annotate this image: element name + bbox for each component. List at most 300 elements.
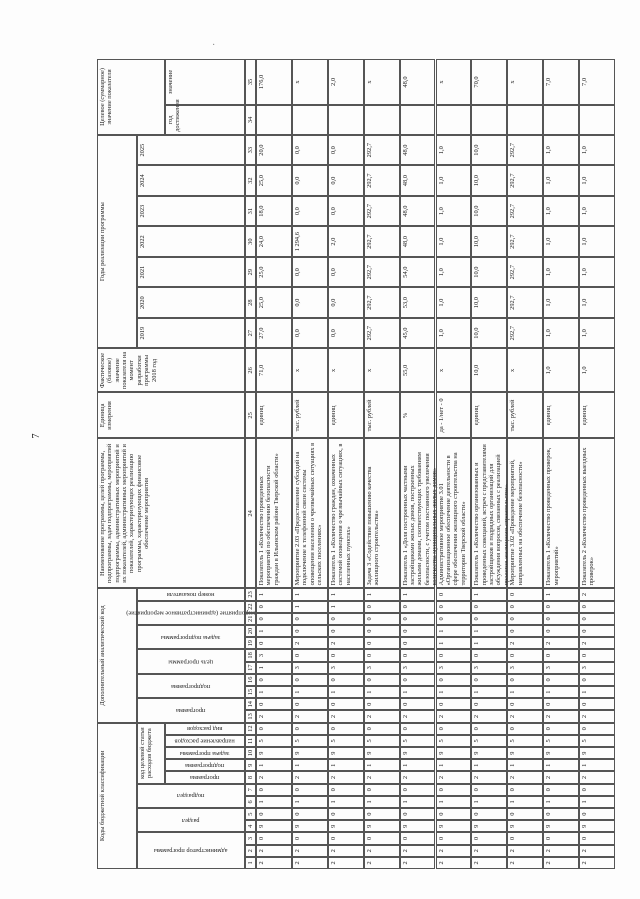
code-cell: 2: [579, 845, 615, 857]
code-cell: 1: [328, 686, 364, 698]
column-number: 30: [245, 226, 256, 257]
code-cell: 1: [543, 796, 579, 808]
column-number: 1: [245, 857, 256, 869]
code-cell: 1: [507, 796, 543, 808]
column-number: 11: [245, 735, 256, 747]
row-target-year: [436, 105, 472, 135]
code-cell: 0: [579, 832, 615, 844]
program-table: [97, 59, 615, 869]
code-cell: 1: [471, 796, 507, 808]
code-cell: 1: [256, 759, 292, 771]
row-unit: единиц: [471, 392, 507, 438]
row-unit: тыс. рублей: [507, 392, 543, 438]
row-year-value: 1,0: [543, 287, 579, 318]
header-budget-codes: Коды бюджетной классификации: [97, 723, 137, 869]
code-cell: 0: [543, 625, 579, 637]
column-number: 19: [245, 637, 256, 649]
header-target-value: значение: [165, 59, 245, 105]
row-year-value: 292,7: [507, 287, 543, 318]
row-base-value: 1,0: [579, 348, 615, 392]
code-cell: 0: [436, 601, 472, 613]
code-cell: 0: [256, 832, 292, 844]
code-cell: 0: [436, 588, 472, 600]
code-cell: 3: [292, 662, 328, 674]
code-cell: 2: [436, 845, 472, 857]
code-cell: 0: [256, 674, 292, 686]
code-cell: 0: [507, 601, 543, 613]
code-cell: 1: [436, 759, 472, 771]
code-cell: 1: [471, 588, 507, 600]
code-cell: 2: [579, 588, 615, 600]
code-cell: 2: [328, 637, 364, 649]
code-cell: 0: [436, 649, 472, 661]
row-year-value: 292,7: [364, 287, 400, 318]
code-cell: 9: [328, 747, 364, 759]
code-cell: 2: [400, 710, 436, 722]
code-cell: 0: [436, 613, 472, 625]
header-program: программа: [165, 771, 245, 783]
code-cell: 9: [579, 820, 615, 832]
code-cell: 0: [543, 601, 579, 613]
code-cell: 0: [436, 698, 472, 710]
code-cell: 2: [471, 857, 507, 869]
row-year-value: 45,0: [400, 318, 436, 349]
code-cell: 2: [256, 771, 292, 783]
row-year-value: 1,0: [579, 257, 615, 288]
row-base-value: х: [328, 348, 364, 392]
header-program-task: задача программы: [165, 747, 245, 759]
row-year-value: 10,0: [471, 226, 507, 257]
row-year-value: 48,0: [400, 135, 436, 166]
row-unit: тыс. рублей: [292, 392, 328, 438]
code-cell: 0: [400, 698, 436, 710]
code-cell: 2: [543, 845, 579, 857]
column-number: 5: [245, 808, 256, 820]
code-cell: 9: [436, 820, 472, 832]
header-year: 2019: [137, 318, 245, 349]
code-cell: 3: [436, 662, 472, 674]
code-cell: 0: [328, 832, 364, 844]
code-cell: 0: [256, 613, 292, 625]
row-target-year: [579, 105, 615, 135]
row-name: Показатель 1 «Количество организованных и проведенных совещаний, встреч с представителями застройщиков и подрядных организаций для обсуждения вопросов, связанных с реализацией проектов жилищного строительства»: [471, 438, 507, 588]
column-number: 33: [245, 135, 256, 166]
code-cell: 9: [400, 747, 436, 759]
code-cell: 0: [471, 613, 507, 625]
column-number: 4: [245, 820, 256, 832]
code-cell: 0: [364, 613, 400, 625]
code-cell: 0: [471, 649, 507, 661]
code-cell: 0: [364, 649, 400, 661]
code-cell: 0: [292, 698, 328, 710]
row-base-value: х: [364, 348, 400, 392]
row-target-year: [543, 105, 579, 135]
code-cell: 2: [436, 857, 472, 869]
code-cell: 0: [436, 808, 472, 820]
code-cell: 2: [579, 857, 615, 869]
row-year-value: 48,0: [400, 226, 436, 257]
code-cell: 5: [543, 735, 579, 747]
row-target-value: 70,0: [471, 59, 507, 105]
code-cell: 1: [328, 588, 364, 600]
code-cell: 0: [507, 588, 543, 600]
row-target-value: х: [507, 59, 543, 105]
code-cell: 0: [292, 649, 328, 661]
code-cell: 2: [400, 845, 436, 857]
row-target-value: х: [364, 59, 400, 105]
code-cell: 2: [471, 845, 507, 857]
header-year: 2021: [137, 257, 245, 288]
row-base-value: 1,0: [543, 348, 579, 392]
code-cell: 2: [543, 637, 579, 649]
row-year-value: 10,0: [471, 165, 507, 196]
column-number: 22: [245, 601, 256, 613]
row-name: Показатель 1 «Количество проведенных проверок, мероприятий»: [543, 438, 579, 588]
code-cell: 0: [507, 784, 543, 796]
code-cell: 0: [364, 625, 400, 637]
code-cell: 2: [328, 771, 364, 783]
row-year-value: 18,0: [256, 196, 292, 227]
row-year-value: 25,0: [256, 165, 292, 196]
row-year-value: 0,0: [292, 196, 328, 227]
header-year: 2022: [137, 226, 245, 257]
code-cell: 2: [400, 771, 436, 783]
row-year-value: 292,7: [364, 257, 400, 288]
code-cell: 2: [292, 771, 328, 783]
column-number: 18: [245, 649, 256, 661]
row-unit: единиц: [543, 392, 579, 438]
row-target-value: х: [436, 59, 472, 105]
code-cell: 0: [579, 649, 615, 661]
code-cell: 9: [400, 820, 436, 832]
code-cell: 2: [256, 857, 292, 869]
code-cell: 2: [400, 857, 436, 869]
code-cell: 0: [579, 674, 615, 686]
code-cell: 0: [328, 784, 364, 796]
code-cell: 0: [256, 808, 292, 820]
row-year-value: 1,0: [579, 226, 615, 257]
header-unit: Единица измерения: [97, 392, 245, 438]
code-cell: 0: [364, 637, 400, 649]
row-year-value: 292,7: [364, 318, 400, 349]
code-cell: 0: [471, 698, 507, 710]
code-cell: 1: [364, 686, 400, 698]
row-year-value: 1,0: [579, 135, 615, 166]
row-target-year: [328, 105, 364, 135]
code-cell: 1: [256, 686, 292, 698]
code-cell: 0: [507, 674, 543, 686]
row-unit: %: [400, 392, 436, 438]
column-number: 26: [245, 348, 256, 392]
code-cell: 0: [364, 808, 400, 820]
row-year-value: 2,0: [328, 226, 364, 257]
row-year-value: 292,7: [507, 165, 543, 196]
code-cell: 2: [256, 710, 292, 722]
code-cell: 2: [292, 857, 328, 869]
code-cell: 1: [471, 637, 507, 649]
code-cell: 1: [328, 796, 364, 808]
header-base-value: Фактическое (базовое) значение показателя на момент разработки программы 2018 год: [97, 348, 245, 392]
code-cell: 0: [256, 637, 292, 649]
code-cell: 0: [292, 832, 328, 844]
code-cell: 2: [256, 845, 292, 857]
code-cell: 0: [507, 625, 543, 637]
code-cell: 0: [400, 613, 436, 625]
code-cell: 9: [507, 747, 543, 759]
code-cell: 3: [471, 662, 507, 674]
header-year: 2025: [137, 135, 245, 166]
code-cell: 1: [400, 796, 436, 808]
code-cell: 2: [507, 637, 543, 649]
code-cell: 5: [256, 735, 292, 747]
code-cell: 0: [400, 625, 436, 637]
code-cell: 9: [471, 747, 507, 759]
code-cell: 0: [328, 649, 364, 661]
code-cell: 0: [543, 832, 579, 844]
row-year-value: 292,7: [364, 135, 400, 166]
code-cell: 0: [256, 698, 292, 710]
code-cell: 1: [400, 686, 436, 698]
row-year-value: 0,0: [328, 318, 364, 349]
row-year-value: 25,0: [256, 287, 292, 318]
row-base-value: х: [507, 348, 543, 392]
code-cell: 0: [543, 784, 579, 796]
column-number: 35: [245, 59, 256, 105]
header-section: раздел: [137, 808, 245, 832]
row-year-value: 48,0: [400, 196, 436, 227]
code-cell: 9: [579, 747, 615, 759]
code-cell: 1: [436, 637, 472, 649]
row-year-value: 1,0: [436, 287, 472, 318]
row-target-value: 48,0: [400, 59, 436, 105]
column-number: 32: [245, 165, 256, 196]
code-cell: 2: [579, 771, 615, 783]
row-year-value: 0,0: [328, 287, 364, 318]
code-cell: 2: [328, 710, 364, 722]
row-unit: да - 1/нет - 0: [436, 392, 472, 438]
code-cell: 0: [256, 601, 292, 613]
code-cell: 1: [400, 759, 436, 771]
code-cell: 1: [436, 686, 472, 698]
header-subprog-code: подпрограмма: [137, 674, 245, 698]
row-target-value: 2,0: [328, 59, 364, 105]
row-year-value: 0,0: [292, 287, 328, 318]
column-number: 6: [245, 796, 256, 808]
code-cell: 2: [292, 710, 328, 722]
row-year-value: 292,7: [364, 226, 400, 257]
code-cell: 1: [507, 686, 543, 698]
row-year-value: 53,0: [400, 287, 436, 318]
row-base-value: 71,0: [256, 348, 292, 392]
code-cell: 0: [400, 784, 436, 796]
row-year-value: 0,0: [328, 196, 364, 227]
row-year-value: 1,0: [543, 196, 579, 227]
code-cell: 5: [400, 735, 436, 747]
row-target-year: [507, 105, 543, 135]
code-cell: 5: [471, 735, 507, 747]
column-number: 9: [245, 759, 256, 771]
code-cell: 3: [400, 662, 436, 674]
row-year-value: 0,0: [328, 257, 364, 288]
column-number: 14: [245, 698, 256, 710]
row-year-value: 1,0: [543, 318, 579, 349]
code-cell: 0: [364, 601, 400, 613]
header-year: 2023: [137, 196, 245, 227]
header-name: Наименование программы, целей программы, подпрограммы, задач подпрограммы, мероприятий подпрограммы, административных мероприятий и их показателей, административных мероприятий и показателей, характеризующих реализацию программы, характеризующих финансовое обеспечение мероприятия: [97, 438, 245, 588]
row-year-value: 0,0: [292, 165, 328, 196]
row-year-value: 292,7: [364, 196, 400, 227]
column-number: 17: [245, 662, 256, 674]
code-cell: 0: [471, 723, 507, 735]
row-base-value: 10,0: [471, 348, 507, 392]
code-cell: 3: [579, 662, 615, 674]
code-cell: 3: [543, 662, 579, 674]
code-cell: 0: [328, 723, 364, 735]
header-indicator-code: номер показателя: [137, 588, 245, 600]
code-cell: 0: [364, 784, 400, 796]
row-name: Показатель 1 «Доля построенных частными застройщиками жилых домов, построенных жилыми домами, соответствующих требованиям безопасности, с учетом постоянного увеличения количества муниципальных жилых домов»: [400, 438, 436, 588]
row-year-value: 0,0: [292, 257, 328, 288]
column-number: 8: [245, 771, 256, 783]
row-target-year: [364, 105, 400, 135]
row-name: Мероприятие 2.03 «Предоставление субсидий на подключение к телефонной связи системы оповещения населения о чрезвычайных ситуациях в сельских поселениях»: [292, 438, 328, 588]
code-cell: 0: [471, 601, 507, 613]
code-cell: 9: [543, 820, 579, 832]
row-year-value: 0,0: [328, 165, 364, 196]
code-cell: 0: [292, 674, 328, 686]
row-year-value: 292,7: [507, 196, 543, 227]
code-cell: 0: [400, 637, 436, 649]
code-cell: 2: [436, 771, 472, 783]
header-expense-kind: вид расходов: [165, 723, 245, 735]
row-year-value: 292,7: [507, 318, 543, 349]
row-year-value: 1,0: [436, 257, 472, 288]
page-number: 7: [31, 433, 42, 439]
code-cell: 0: [579, 723, 615, 735]
code-cell: 2: [471, 771, 507, 783]
code-cell: 2: [328, 845, 364, 857]
code-cell: 0: [400, 601, 436, 613]
code-cell: 2: [364, 857, 400, 869]
header-measure-code: мероприятие (административное мероприятие): [137, 601, 245, 625]
code-cell: 1: [471, 625, 507, 637]
code-cell: 2: [507, 710, 543, 722]
code-cell: 0: [364, 698, 400, 710]
code-cell: 0: [579, 698, 615, 710]
column-number: 21: [245, 613, 256, 625]
column-number: 31: [245, 196, 256, 227]
code-cell: 0: [256, 784, 292, 796]
header-subsection: подраздел: [137, 784, 245, 808]
code-cell: 0: [328, 698, 364, 710]
row-year-value: 1,0: [543, 135, 579, 166]
code-cell: 2: [507, 845, 543, 857]
code-cell: 2: [471, 710, 507, 722]
scan-mark: ·: [212, 40, 216, 51]
row-year-value: 1,0: [436, 196, 472, 227]
code-cell: 5: [579, 735, 615, 747]
code-cell: 2: [364, 771, 400, 783]
header-subprogram: подпрограмма: [165, 759, 245, 771]
row-year-value: 292,7: [507, 257, 543, 288]
code-cell: 0: [543, 613, 579, 625]
code-cell: 0: [507, 808, 543, 820]
code-cell: 0: [579, 613, 615, 625]
code-cell: 0: [543, 808, 579, 820]
code-cell: 1: [543, 686, 579, 698]
code-cell: 2: [543, 710, 579, 722]
code-cell: 2: [328, 857, 364, 869]
code-cell: 1: [328, 601, 364, 613]
column-number: 29: [245, 257, 256, 288]
code-cell: 0: [579, 784, 615, 796]
column-number: 13: [245, 710, 256, 722]
row-name: Показатель 1 «Количество граждан, охваченных системой оповещения о чрезвычайных ситуациях, в населенных пунктах»: [328, 438, 364, 588]
header-expense-direction: направление расходов: [165, 735, 245, 747]
row-target-year: [256, 105, 292, 135]
code-cell: 2: [507, 857, 543, 869]
code-cell: 9: [292, 747, 328, 759]
row-year-value: 27,0: [256, 318, 292, 349]
header-purpose-code: цель программы: [137, 649, 245, 673]
code-cell: 1: [436, 796, 472, 808]
code-cell: 0: [256, 723, 292, 735]
column-number: 2: [245, 845, 256, 857]
code-cell: 0: [579, 625, 615, 637]
column-number: 15: [245, 686, 256, 698]
row-target-value: 7,0: [579, 59, 615, 105]
row-year-value: 1,0: [579, 196, 615, 227]
row-target-value: 176,0: [256, 59, 292, 105]
row-year-value: 10,0: [471, 135, 507, 166]
code-cell: 2: [543, 857, 579, 869]
code-cell: 2: [579, 710, 615, 722]
row-year-value: 292,7: [507, 226, 543, 257]
code-cell: 9: [543, 747, 579, 759]
row-year-value: 1,0: [543, 165, 579, 196]
column-number: 20: [245, 625, 256, 637]
code-cell: 3: [364, 662, 400, 674]
row-year-value: 1,0: [436, 226, 472, 257]
column-number: 24: [245, 438, 256, 588]
code-cell: 1: [507, 759, 543, 771]
row-target-value: х: [292, 59, 328, 105]
code-cell: 0: [507, 613, 543, 625]
column-number: 3: [245, 832, 256, 844]
row-unit: единиц: [256, 392, 292, 438]
column-number: 34: [245, 105, 256, 135]
row-year-value: 1,0: [436, 165, 472, 196]
code-cell: 9: [256, 747, 292, 759]
code-cell: 1: [292, 686, 328, 698]
code-cell: 9: [256, 820, 292, 832]
code-cell: 9: [364, 820, 400, 832]
code-cell: 0: [543, 649, 579, 661]
code-cell: 1: [471, 759, 507, 771]
header-target: Целевое (суммарное) значение показателя: [97, 59, 165, 135]
code-cell: 5: [507, 735, 543, 747]
row-year-value: 1 294,6: [292, 226, 328, 257]
code-cell: 3: [256, 649, 292, 661]
code-cell: 1: [256, 625, 292, 637]
code-cell: 1: [364, 588, 400, 600]
code-cell: 0: [436, 784, 472, 796]
code-cell: 1: [292, 601, 328, 613]
row-year-value: 54,0: [400, 257, 436, 288]
row-year-value: 25,0: [256, 257, 292, 288]
row-name: Задача 3 «Содействие повышению качества жилищного строительства»: [364, 438, 400, 588]
row-target-year: [400, 105, 436, 135]
